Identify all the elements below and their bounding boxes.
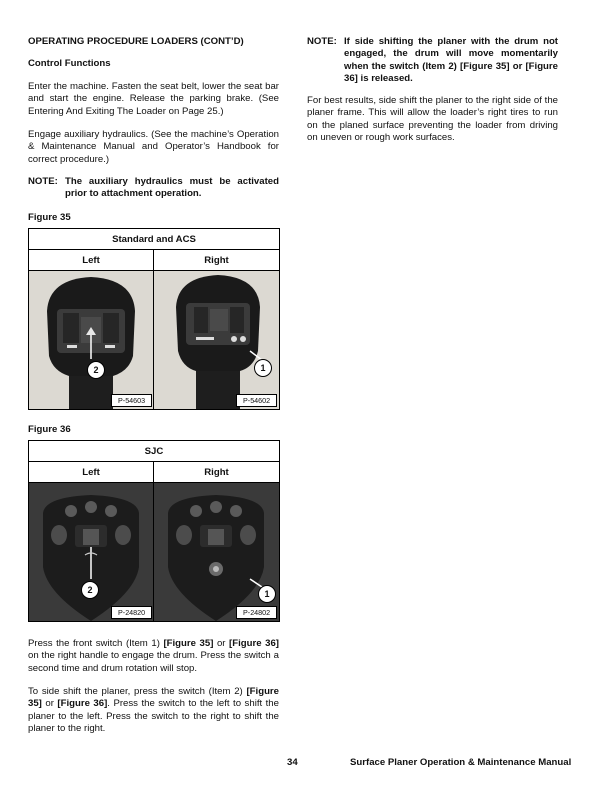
figure-36-label: Figure 36 [28,424,71,435]
figure-35-left-label: Left [29,250,153,271]
p4-text-a: To side shift the planer, press the switch (Item 2) [28,686,247,697]
figure-35-label: Figure 35 [28,212,71,223]
paragraph-enter-machine: Enter the machine. Fasten the seat belt, lower the seat bar and start the engine. Release the parking brake. (See Entering And Exiting The Loader on Page 25.) [28,81,279,117]
figure-36-left-label: Left [29,462,153,483]
figure-35-table [28,228,280,410]
photo-right-joystick-sjc [154,483,279,621]
p3-text-e: on the right handle to engage the drum. Press the switch a second time and drum rotation will stop. [28,650,279,674]
page-number: 34 [287,757,298,768]
photo-right-joystick-standard [154,271,279,409]
callout-item-2-sjc: 2 [81,581,99,599]
section-title: OPERATING PROCEDURE LOADERS (CONT’D) [28,36,244,47]
p3-text-or: or [213,638,230,649]
figure-36-table [28,440,280,622]
p4-fig36-ref: [Figure 36] [57,698,108,710]
p3-text-a: Press the front switch (Item 1) [28,638,164,649]
paragraph-engage-hydraulics: Engage auxiliary hydraulics. (See the machine’s Operation & Maintenance Manual and Operator’s Handbook for correct procedure.) [28,129,279,165]
figure-36-right-label: Right [154,462,279,483]
paragraph-side-shift [28,686,279,736]
p3-fig36-ref: [Figure 36] [229,638,279,649]
figure-35-right-label: Right [154,250,279,271]
note-side-shifting [307,36,558,86]
note-label: NOTE: [28,176,58,187]
photo-left-joystick-sjc [29,483,153,621]
photo-code-right: P-54602 [236,394,277,407]
photo-code-left: P-54603 [111,394,152,407]
figure-35-heading: Standard and ACS [29,229,279,250]
photo-code-left-sjc: P-24820 [111,606,152,619]
p3-fig35-ref: [Figure 35] [163,638,214,649]
manual-title: Surface Planer Operation & Maintenance Manual [350,757,572,768]
note-auxiliary-hydraulics [28,176,279,201]
callout-item-1: 1 [254,359,272,377]
p4-fig35-ref: [Figure 35] [28,686,279,710]
note-label-right: NOTE: [307,36,337,47]
p4-text-e: . Press the switch to the left to shift the planer to the left. Press the switch to the right to shift the planer to the right. [28,698,279,735]
note-text: The auxiliary hydraulics must be activated prior to attachment operation. [65,176,279,200]
photo-left-joystick-standard [29,271,153,409]
paragraph-front-switch [28,638,279,675]
section-subtitle: Control Functions [28,58,111,69]
callout-item-1-sjc: 1 [258,585,276,603]
callout-item-2: 2 [87,361,105,379]
figure-36-heading: SJC [29,441,279,462]
note-text-right: If side shifting the planer with the drum not engaged, the drum will move momentarily when the switch (Item 2) [Figure 35] or [Figure 36] is released. [344,36,558,85]
photo-code-right-sjc: P-24802 [236,606,277,619]
paragraph-best-results: For best results, side shift the planer to the right side of the planer frame. This will allow the loader’s right tires to run on the planed surface preventing the loader from driving on uneven or rough work surfaces. [307,95,558,144]
p4-text-or: or [41,698,58,710]
